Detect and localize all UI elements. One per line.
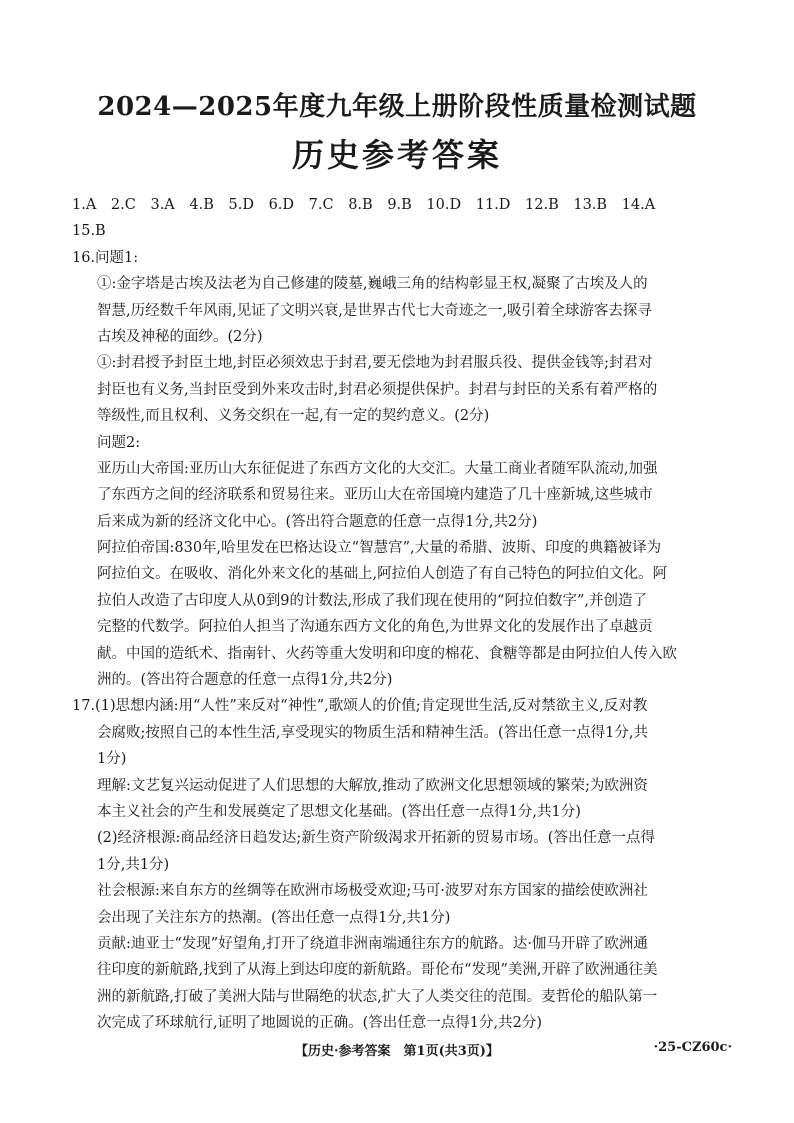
page-footer (0, 1040, 794, 1064)
text-line: 会出现了关注东方的热潮。(答出任意一点得1分,共1分) (97, 909, 451, 926)
choice-answer: 5.D (228, 197, 254, 213)
choice-answer: 6.D (268, 197, 295, 213)
text-line: 亚历山大帝国:亚历山大东征促进了东西方文化的大交汇。大量工商业者随军队流动,加强 (97, 460, 658, 477)
text-line: 古埃及神秘的面纱。(2分) (97, 328, 263, 345)
q16-paragraph-alexander (72, 456, 732, 535)
q17-paragraph-understanding (72, 773, 732, 826)
q16-paragraph-feudal (72, 350, 732, 429)
text-line: ①:封君授予封臣土地,封臣必须效忠于封君,要无偿地为封君服兵役、提供金钱等;封君对 (97, 355, 653, 372)
text-line: 洲的新航路,打破了美洲大陆与世隔绝的状态,扩大了人类交往的范围。麦哲伦的船队第一 (97, 988, 658, 1005)
text-line: 了东西方之间的经济联系和贸易往来。亚历山大在帝国境内建造了几十座新城,这些城市 (97, 487, 653, 504)
answer-content (72, 192, 732, 1037)
choice-answers-line-1 (72, 192, 732, 218)
text-line: 贡献:迪亚士“发现”好望角,打开了绕道非洲南端通往东方的航路。达·伽马开辟了欧洲通 (97, 935, 648, 952)
q17-paragraph-ideas (72, 693, 732, 772)
choice-answer: 11.D (475, 197, 511, 213)
text-line: 拉伯人改造了古印度人从0到9的计数法,形成了我们现在使用的“阿拉伯数字”,并创造了 (97, 592, 647, 609)
q16-label: 16.问题1: (72, 249, 139, 266)
text-line: 17.(1)思想内涵:用“人性”来反对“神性”,歌颂人的价值;肯定现世生活,反对禁欲主义,反对教 (72, 698, 648, 715)
footer-code: ·25-CZ60c· (653, 1040, 732, 1055)
text-line: 社会根源:来自东方的丝绸等在欧洲市场极受欢迎;马可·波罗对东方国家的描绘使欧洲社 (97, 883, 648, 900)
choice-answer: 2.C (110, 197, 136, 213)
choice-answer: 7.C (308, 197, 334, 213)
text-line: 本主义社会的产生和发展奠定了思想文化基础。(答出任意一点得1分,共1分) (97, 803, 581, 820)
q17-paragraph-social (72, 878, 732, 931)
choice-answer: 9.B (387, 197, 412, 213)
document-title: 2024—2025年度九年级上册阶段性质量检测试题 (97, 92, 697, 122)
text-line: 封臣也有义务,当封臣受到外来攻击时,封君必须提供保护。封君与封臣的关系有着严格的 (97, 381, 658, 398)
q16-question2-label: 问题2: (97, 434, 141, 451)
q17-paragraph-economic (72, 825, 732, 878)
choice-answer: 3.A (150, 197, 175, 213)
q16-paragraph-pyramid (72, 271, 732, 350)
text-line: 1分) (97, 751, 127, 768)
q16-paragraph-arab (72, 535, 732, 693)
footer-page-info: 【历史·参考答案 第1页(共3页)】 (295, 1044, 499, 1059)
text-line: ①:金字塔是古埃及法老为自己修建的陵墓,巍峨三角的结构彰显王权,凝聚了古埃及人的 (97, 276, 648, 293)
choice-answer: 12.B (525, 197, 559, 213)
text-line: 阿拉伯文。在吸收、消化外来文化的基础上,阿拉伯人创造了有自己特色的阿拉伯文化。阿 (97, 566, 668, 583)
text-line: 理解:文艺复兴运动促进了人们思想的大解放,推动了欧洲文化思想领域的繁荣;为欧洲资 (97, 777, 648, 794)
choice-answer: 10.D (426, 197, 462, 213)
text-line: 往印度的新航路,找到了从海上到达印度的新航路。哥伦布“发现”美洲,开辟了欧洲通往美 (97, 962, 658, 979)
text-line: 智慧,历经数千年风雨,见证了文明兴衰,是世界古代七大奇迹之一,吸引着全球游客去探寻 (97, 302, 652, 319)
choice-answers-line-2: 15.B (72, 223, 106, 240)
text-line: 会腐败;按照自己的本性生活,享受现实的物质生活和精神生活。(答出任意一点得1分,共 (97, 724, 648, 741)
choice-answer: 8.B (348, 197, 373, 213)
text-line: 次完成了环球航行,证明了地圆说的正确。(答出任意一点得1分,共2分) (97, 1015, 542, 1032)
text-line: 1分,共1分) (97, 856, 170, 873)
text-line: 阿拉伯帝国:830年,哈里发在巴格达设立“智慧宫”,大量的希腊、波斯、印度的典籍被译为 (97, 540, 662, 557)
text-line: (2)经济根源:商品经济日趋发达;新生资产阶级渴求开拓新的贸易市场。(答出任意一点得 (97, 830, 655, 847)
choice-answer: 4.B (189, 197, 214, 213)
q17-paragraph-contribution (72, 931, 732, 1037)
choice-answer: 14.A (621, 197, 656, 213)
text-line: 等级性,而且权利、义务交织在一起,有一定的契约意义。(2分) (97, 408, 490, 425)
text-line: 洲的。(答出符合题意的任意一点得1分,共2分) (97, 672, 393, 689)
text-line: 献。中国的造纸术、指南针、火药等重大发明和印度的棉花、食糖等都是由阿拉伯人传入欧 (97, 645, 677, 662)
document-subtitle: 历史参考答案 (291, 136, 502, 174)
choice-answer: 1.A (72, 197, 97, 213)
text-line: 完整的代数学。阿拉伯人担当了沟通东西方文化的角色,为世界文化的发展作出了卓越贡 (97, 619, 653, 636)
text-line: 后来成为新的经济文化中心。(答出符合题意的任意一点得1分,共2分) (97, 513, 538, 530)
choice-answer: 13.B (573, 197, 608, 213)
